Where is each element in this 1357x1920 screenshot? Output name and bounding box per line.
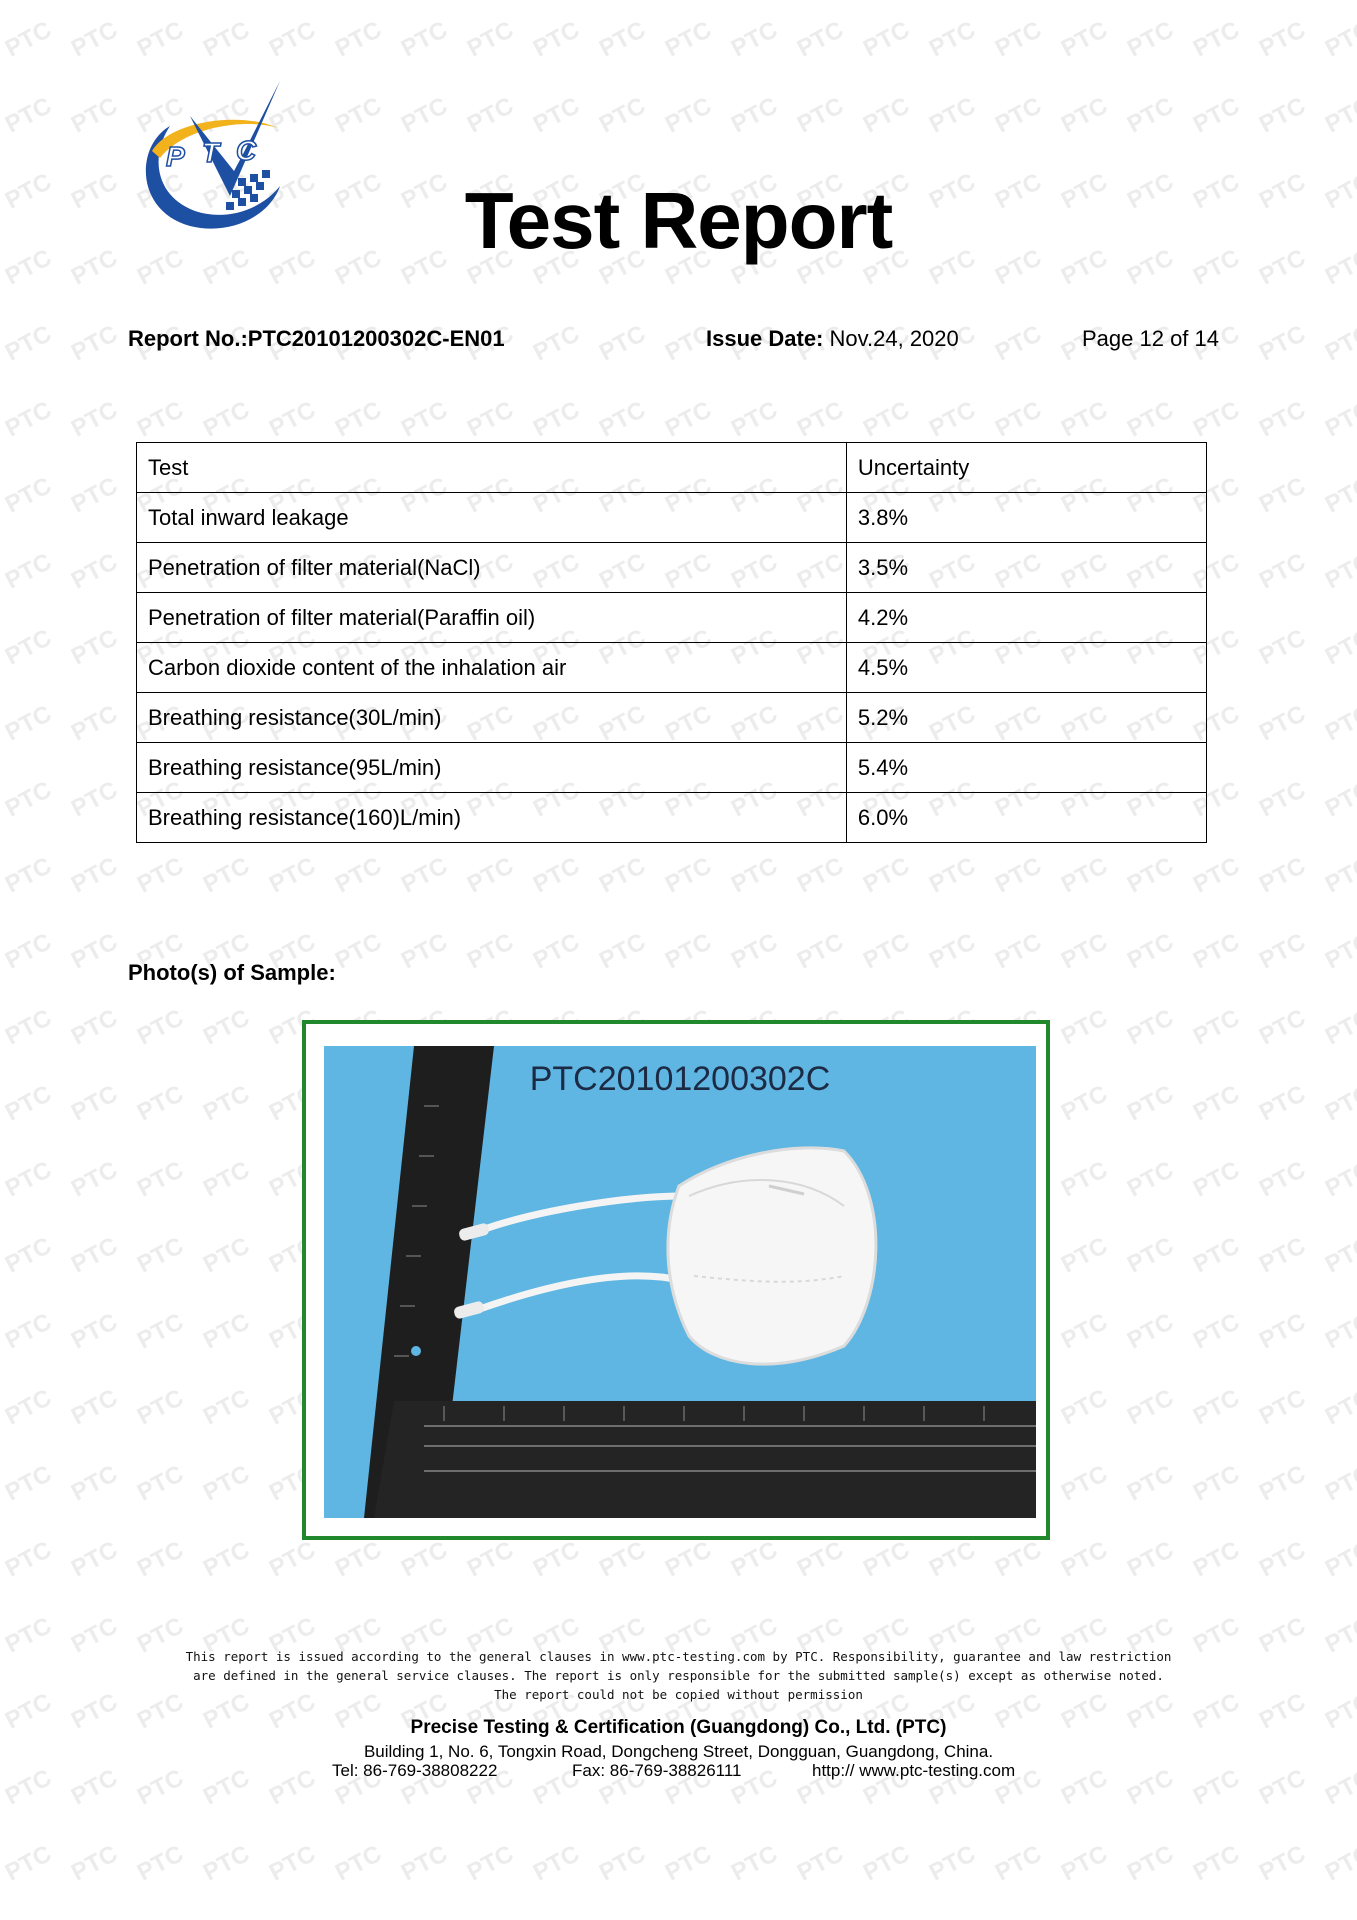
test-name-cell: Breathing resistance(30L/min) bbox=[137, 693, 847, 743]
table-header-row bbox=[137, 443, 1207, 493]
uncertainty-table bbox=[136, 442, 1207, 843]
company-fax: Fax: 86-769-38826111 bbox=[572, 1761, 742, 1780]
disclaimer bbox=[0, 1647, 1357, 1704]
test-name-cell: Carbon dioxide content of the inhalation air bbox=[137, 643, 847, 693]
logo-letter-c: C bbox=[236, 135, 257, 166]
logo-letter-t: T bbox=[202, 137, 220, 168]
table-row bbox=[137, 743, 1207, 793]
report-number: Report No.:PTC20101200302C-EN01 bbox=[128, 326, 505, 351]
disclaimer-line: are defined in the general service clauses. The report is only responsible for the submitted sample(s) except as otherwise noted. bbox=[193, 1668, 1164, 1683]
test-name-cell: Penetration of filter material(Paraffin oil) bbox=[137, 593, 847, 643]
uncertainty-cell: 6.0% bbox=[846, 793, 1206, 843]
test-name-cell: Total inward leakage bbox=[137, 493, 847, 543]
company-address: Building 1, No. 6, Tongxin Road, Dongcheng Street, Dongguan, Guangdong, China. bbox=[363, 1742, 994, 1761]
table-row bbox=[137, 493, 1207, 543]
table-row bbox=[137, 593, 1207, 643]
ruler-horizontal-arm bbox=[374, 1401, 1036, 1518]
disclaimer-line: This report is issued according to the general clauses in www.ptc-testing.com by PTC. Responsibility, guarantee and law restriction bbox=[185, 1649, 1172, 1664]
uncertainty-cell: 4.5% bbox=[846, 643, 1206, 693]
photo-sample-id: PTC20101200302C bbox=[529, 1060, 831, 1098]
photo-section-label: Photo(s) of Sample: bbox=[128, 960, 336, 985]
sample-photo-frame bbox=[302, 1020, 1050, 1540]
page-number: Page 12 of 14 bbox=[1082, 326, 1220, 351]
uncertainty-cell: 5.4% bbox=[846, 743, 1206, 793]
test-name-cell: Breathing resistance(160)L/min) bbox=[137, 793, 847, 843]
uncertainty-cell: 3.8% bbox=[846, 493, 1206, 543]
column-header-test: Test bbox=[137, 443, 847, 493]
company-tel: Tel: 86-769-38808222 bbox=[332, 1761, 498, 1780]
table-row bbox=[137, 693, 1207, 743]
test-name-cell: Penetration of filter material(NaCl) bbox=[137, 543, 847, 593]
sample-photo bbox=[324, 1046, 1036, 1518]
uncertainty-cell: 5.2% bbox=[846, 693, 1206, 743]
disclaimer-line: The report could not be copied without permission bbox=[494, 1687, 863, 1702]
table-row bbox=[137, 543, 1207, 593]
test-name-cell: Breathing resistance(95L/min) bbox=[137, 743, 847, 793]
issue-date: Issue Date: Nov.24, 2020 bbox=[706, 326, 959, 351]
company-website: http:// www.ptc-testing.com bbox=[812, 1761, 1016, 1780]
uncertainty-cell: 4.2% bbox=[846, 593, 1206, 643]
table-row bbox=[137, 643, 1207, 693]
page-title: Test Report bbox=[464, 176, 893, 265]
company-name: Precise Testing & Certification (Guangdong) Co., Ltd. (PTC) bbox=[410, 1717, 947, 1738]
logo-letter-p: P bbox=[166, 141, 185, 172]
uncertainty-cell: 3.5% bbox=[846, 543, 1206, 593]
column-header-uncertainty: Uncertainty bbox=[846, 443, 1206, 493]
table-row bbox=[137, 793, 1207, 843]
